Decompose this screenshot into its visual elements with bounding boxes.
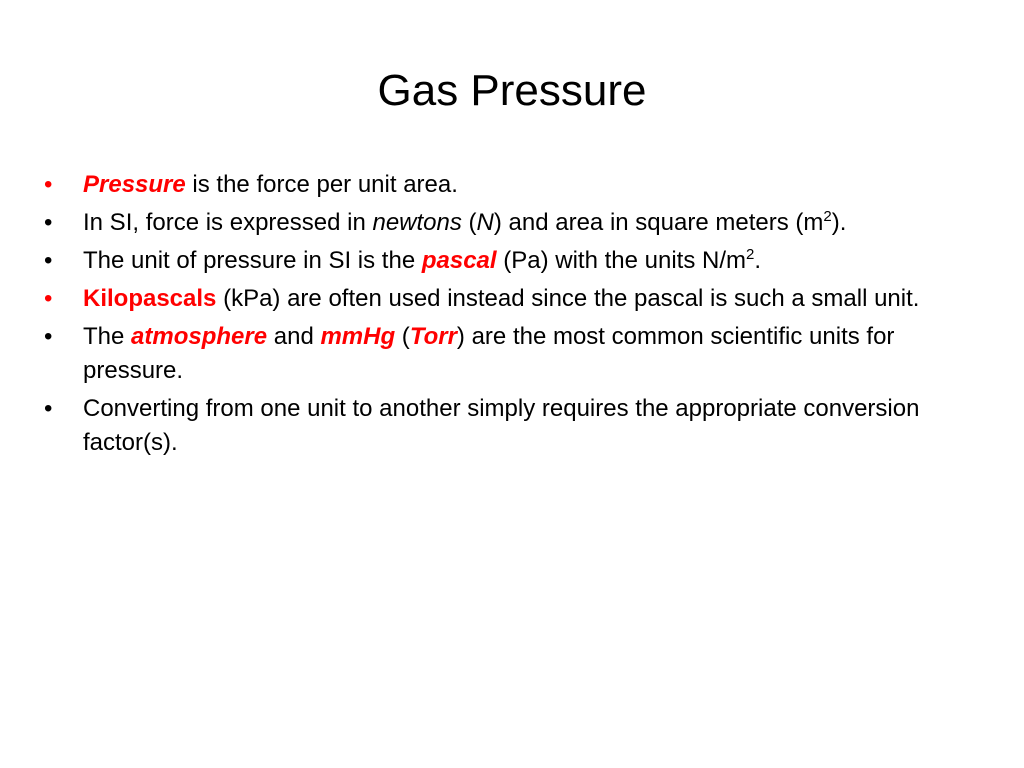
- bullet-text: (kPa) are often used instead since the pascal is such a small unit.: [216, 285, 920, 312]
- bullet-text: ).: [831, 209, 847, 236]
- bullet-marker: •: [44, 171, 53, 198]
- superscript-2: 2: [745, 246, 755, 263]
- term-torr: Torr: [409, 323, 457, 350]
- bullet-text: (: [461, 209, 477, 236]
- slide-title: Gas Pressure: [377, 66, 647, 115]
- bullet-marker: •: [44, 209, 53, 236]
- term-kilopascals: Kilopascals: [83, 285, 217, 312]
- bullet-text: .: [754, 247, 761, 274]
- symbol-n: N: [476, 209, 494, 236]
- bullet-item-atmosphere: [44, 320, 974, 388]
- bullet-text: Converting from one unit to another simply requires the appropriate conversion factor(s).: [83, 395, 920, 456]
- term-pressure: Pressure: [83, 171, 186, 198]
- bullet-item-pressure: [44, 168, 974, 202]
- bullet-item-kilopascals: [44, 282, 974, 316]
- bullet-text: is the force per unit area.: [185, 171, 458, 198]
- bullet-item-si-units: [44, 206, 974, 240]
- bullet-text: In SI, force is expressed in: [83, 209, 373, 236]
- bullet-text: The: [83, 323, 132, 350]
- bullet-marker: •: [44, 323, 53, 350]
- bullet-list: [44, 168, 974, 464]
- bullet-marker: •: [44, 395, 53, 422]
- bullet-text: (Pa) with the units N/m: [496, 247, 746, 274]
- term-mmhg: mmHg: [320, 323, 396, 350]
- superscript-2: 2: [823, 208, 832, 225]
- term-atmosphere: atmosphere: [131, 323, 268, 350]
- bullet-marker: •: [44, 247, 53, 274]
- bullet-item-converting: [44, 392, 974, 460]
- bullet-text: and: [267, 323, 321, 350]
- bullet-marker: •: [44, 285, 53, 312]
- bullet-text: ) and area in square meters (m: [493, 209, 824, 236]
- term-newtons: newtons: [372, 209, 462, 236]
- bullet-text: The unit of pressure in SI is the: [83, 247, 422, 274]
- bullet-text: (: [395, 323, 410, 350]
- bullet-item-pascal: [44, 244, 974, 278]
- bullet-text: ) are the most common scientific units for pressure.: [83, 323, 895, 384]
- term-pascal: pascal: [421, 247, 497, 274]
